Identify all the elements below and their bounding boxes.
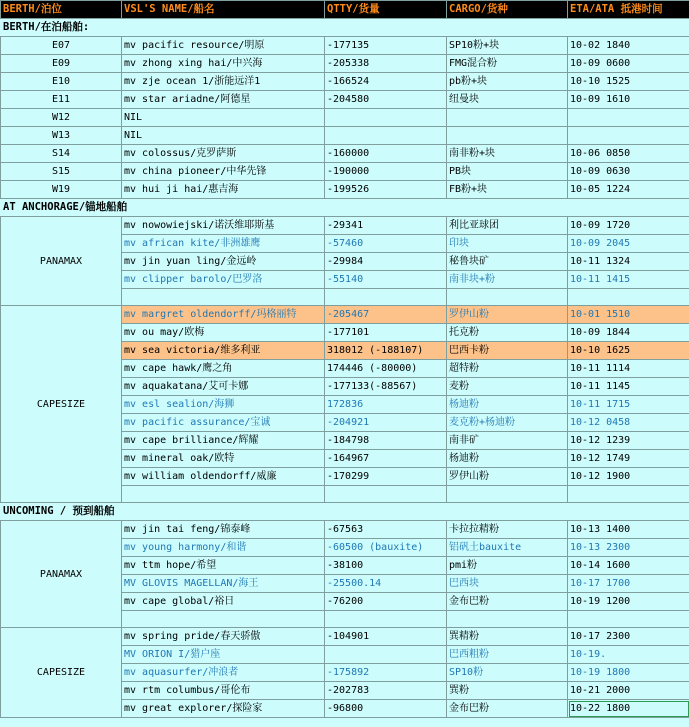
eta-cell: 10-14 1600	[568, 557, 689, 575]
quantity-cell: -170299	[325, 468, 447, 486]
empty-cell	[447, 486, 568, 503]
berth-cell: E10	[1, 73, 122, 91]
berth-cell: E09	[1, 55, 122, 73]
quantity-cell: -175892	[325, 664, 447, 682]
table-row	[1, 521, 689, 539]
cargo-cell: 罗伊山粉	[447, 306, 568, 324]
vessel-name-cell: mv sea victoria/维多利亚	[122, 342, 325, 360]
vessel-name-cell: mv great explorer/探险家	[122, 700, 325, 718]
table-row	[1, 109, 689, 127]
cargo-cell: 杨迪粉	[447, 450, 568, 468]
berth-cell: E07	[1, 37, 122, 55]
quantity-cell: -29984	[325, 253, 447, 271]
cargo-cell: 南非矿	[447, 432, 568, 450]
cargo-cell: 超特粉	[447, 360, 568, 378]
vessel-class-cell: PANAMAX	[1, 521, 122, 628]
vessel-name-cell: mv jin tai feng/锦泰峰	[122, 521, 325, 539]
empty-cell	[122, 611, 325, 628]
vessel-name-cell: mv ttm hope/希望	[122, 557, 325, 575]
vessel-name-cell: mv star ariadne/阿德星	[122, 91, 325, 109]
table-row	[1, 91, 689, 109]
table-row	[1, 181, 689, 199]
vessel-name-cell: mv mineral oak/欧特	[122, 450, 325, 468]
cargo-cell: 罗伊山粉	[447, 468, 568, 486]
cargo-cell: 金布巴粉	[447, 700, 568, 718]
cargo-cell: SP10粉	[447, 664, 568, 682]
quantity-cell: -104901	[325, 628, 447, 646]
quantity-cell: 318012 (-188107)	[325, 342, 447, 360]
quantity-cell: -60500 (bauxite)	[325, 539, 447, 557]
quantity-cell: 172836	[325, 396, 447, 414]
vessel-name-cell: mv cape global/裕日	[122, 593, 325, 611]
vessel-name-cell: MV ORION I/猎户座	[122, 646, 325, 664]
vessel-class-cell: PANAMAX	[1, 217, 122, 306]
section-anchorage-label: AT ANCHORAGE/锚地船舶	[1, 199, 689, 217]
cargo-cell: 巽粉	[447, 682, 568, 700]
cargo-cell: 卡拉拉精粉	[447, 521, 568, 539]
empty-cell	[325, 289, 447, 306]
header-qty: QTTY/货量	[325, 1, 447, 19]
vessel-class-cell: CAPESIZE	[1, 306, 122, 503]
empty-cell	[568, 289, 689, 306]
eta-cell: 10-09 1720	[568, 217, 689, 235]
cargo-cell	[447, 127, 568, 145]
quantity-cell: -199526	[325, 181, 447, 199]
vessel-name-cell: mv china pioneer/中华先锋	[122, 163, 325, 181]
empty-cell	[122, 486, 325, 503]
eta-cell: 10-13 1400	[568, 521, 689, 539]
quantity-cell	[325, 109, 447, 127]
cargo-cell: 巴西块	[447, 575, 568, 593]
cargo-cell: pb粉+块	[447, 73, 568, 91]
empty-cell	[447, 611, 568, 628]
quantity-cell: -160000	[325, 145, 447, 163]
quantity-cell: -190000	[325, 163, 447, 181]
eta-cell	[568, 109, 689, 127]
section-berth-label: BERTH/在泊船舶:	[1, 19, 689, 37]
eta-cell: 10-01 1510	[568, 306, 689, 324]
vessel-name-cell: mv african kite/非洲雄鹰	[122, 235, 325, 253]
cargo-cell: FB粉+块	[447, 181, 568, 199]
table-row	[1, 217, 689, 235]
vessel-name-cell: mv zje ocean 1/浙能远洋1	[122, 73, 325, 91]
quantity-cell: -166524	[325, 73, 447, 91]
cargo-cell: PB块	[447, 163, 568, 181]
vessel-name-cell: mv aquasurfer/冲浪者	[122, 664, 325, 682]
table-row	[1, 73, 689, 91]
eta-cell: 10-11 1415	[568, 271, 689, 289]
vessel-name-cell: NIL	[122, 127, 325, 145]
eta-cell: 10-19 1200	[568, 593, 689, 611]
quantity-cell: -205338	[325, 55, 447, 73]
berth-cell: W19	[1, 181, 122, 199]
eta-cell: 10-21 2000	[568, 682, 689, 700]
quantity-cell: -29341	[325, 217, 447, 235]
eta-cell: 10-12 1900	[568, 468, 689, 486]
quantity-cell: -177101	[325, 324, 447, 342]
vessel-name-cell: mv spring pride/春天骄傲	[122, 628, 325, 646]
eta-cell	[568, 127, 689, 145]
section-upcoming-label: UNCOMING / 预到船舶	[1, 503, 689, 521]
eta-cell: 10-17 2300	[568, 628, 689, 646]
berth-cell: W13	[1, 127, 122, 145]
vessel-name-cell: mv esl sealion/海狮	[122, 396, 325, 414]
eta-cell: 10-12 1749	[568, 450, 689, 468]
quantity-cell: -55140	[325, 271, 447, 289]
vessel-name-cell: mv aquakatana/艾可卡娜	[122, 378, 325, 396]
quantity-cell: -177133(-88567)	[325, 378, 447, 396]
cargo-cell: 巴西卡粉	[447, 342, 568, 360]
vessel-name-cell: mv nowowiejski/诺沃维耶斯基	[122, 217, 325, 235]
header-vessel: VSL'S NAME/船名	[122, 1, 325, 19]
cargo-cell: 托克粉	[447, 324, 568, 342]
quantity-cell: 174446 (-80000)	[325, 360, 447, 378]
vessel-name-cell: mv pacific assurance/宝诚	[122, 414, 325, 432]
vessel-name-cell: mv zhong xing hai/中兴海	[122, 55, 325, 73]
table-row	[1, 306, 689, 324]
section-anchorage	[1, 199, 689, 217]
cargo-cell: pmi粉	[447, 557, 568, 575]
eta-cell: 10-13 2300	[568, 539, 689, 557]
empty-cell	[325, 486, 447, 503]
header-row	[1, 1, 689, 19]
empty-cell	[325, 611, 447, 628]
eta-cell: 10-05 1224	[568, 181, 689, 199]
cargo-cell: 金布巴粉	[447, 593, 568, 611]
eta-cell: 10-11 1324	[568, 253, 689, 271]
vessel-name-cell: mv clipper barolo/巴罗洛	[122, 271, 325, 289]
eta-cell: 10-09 0600	[568, 55, 689, 73]
cargo-cell: 纽曼块	[447, 91, 568, 109]
cargo-cell: 杨迪粉	[447, 396, 568, 414]
quantity-cell: -204921	[325, 414, 447, 432]
cargo-cell: 南非块+粉	[447, 271, 568, 289]
eta-cell: 10-17 1700	[568, 575, 689, 593]
quantity-cell: -57460	[325, 235, 447, 253]
vessel-name-cell: mv cape brilliance/辉耀	[122, 432, 325, 450]
table-row	[1, 127, 689, 145]
eta-cell: 10-19.	[568, 646, 689, 664]
eta-cell: 10-09 1844	[568, 324, 689, 342]
cargo-cell: 巴西粗粉	[447, 646, 568, 664]
quantity-cell: -25500.14	[325, 575, 447, 593]
quantity-cell: -184798	[325, 432, 447, 450]
quantity-cell: -76200	[325, 593, 447, 611]
berth-cell: S14	[1, 145, 122, 163]
empty-cell	[568, 486, 689, 503]
header-cargo: CARGO/货种	[447, 1, 568, 19]
eta-cell: 10-11 1145	[568, 378, 689, 396]
vessel-class-cell: CAPESIZE	[1, 628, 122, 718]
empty-cell	[122, 289, 325, 306]
eta-cell: 10-12 1239	[568, 432, 689, 450]
vessel-name-cell: NIL	[122, 109, 325, 127]
section-berth	[1, 19, 689, 37]
vessel-name-cell: mv ou may/欧梅	[122, 324, 325, 342]
quantity-cell: -96800	[325, 700, 447, 718]
vessel-name-cell: MV GLOVIS MAGELLAN/海王	[122, 575, 325, 593]
header-eta: ETA/ATA 抵港时间	[568, 1, 689, 19]
vessel-name-cell: mv cape hawk/鹰之角	[122, 360, 325, 378]
vessel-name-cell: mv pacific resource/明原	[122, 37, 325, 55]
cargo-cell: 印块	[447, 235, 568, 253]
header-berth: BERTH/泊位	[1, 1, 122, 19]
cargo-cell: 麦克粉+杨迪粉	[447, 414, 568, 432]
section-upcoming	[1, 503, 689, 521]
berth-cell: S15	[1, 163, 122, 181]
eta-cell: 10-22 1800	[568, 700, 689, 718]
cargo-cell: 巽精粉	[447, 628, 568, 646]
quantity-cell: -67563	[325, 521, 447, 539]
eta-cell: 10-10 1625	[568, 342, 689, 360]
table-row	[1, 163, 689, 181]
quantity-cell	[325, 646, 447, 664]
quantity-cell: -164967	[325, 450, 447, 468]
quantity-cell: -202783	[325, 682, 447, 700]
eta-cell: 10-02 1840	[568, 37, 689, 55]
vessel-name-cell: mv william oldendorff/威廉	[122, 468, 325, 486]
vessel-name-cell: mv young harmony/和谐	[122, 539, 325, 557]
vessel-name-cell: mv hui ji hai/惠吉海	[122, 181, 325, 199]
quantity-cell: -205467	[325, 306, 447, 324]
eta-cell: 10-11 1715	[568, 396, 689, 414]
eta-cell: 10-19 1800	[568, 664, 689, 682]
empty-cell	[447, 289, 568, 306]
berth-cell: W12	[1, 109, 122, 127]
cargo-cell: 麦粉	[447, 378, 568, 396]
vessel-name-cell: mv rtm columbus/哥伦布	[122, 682, 325, 700]
quantity-cell: -38100	[325, 557, 447, 575]
vessel-name-cell: mv margret oldendorff/玛格丽特	[122, 306, 325, 324]
eta-cell: 10-12 0458	[568, 414, 689, 432]
table-row	[1, 37, 689, 55]
vessel-name-cell: mv jin yuan ling/金远岭	[122, 253, 325, 271]
berth-cell: E11	[1, 91, 122, 109]
cargo-cell: SP10粉+块	[447, 37, 568, 55]
eta-cell: 10-11 1114	[568, 360, 689, 378]
cargo-cell: 秘鲁块矿	[447, 253, 568, 271]
cargo-cell	[447, 109, 568, 127]
cargo-cell: 南非粉+块	[447, 145, 568, 163]
table-row	[1, 55, 689, 73]
table-row	[1, 628, 689, 646]
eta-cell: 10-09 0630	[568, 163, 689, 181]
cargo-cell: 利比亚球团	[447, 217, 568, 235]
quantity-cell	[325, 127, 447, 145]
cargo-cell: FMG混合粉	[447, 55, 568, 73]
cargo-cell: 铝矾土bauxite	[447, 539, 568, 557]
eta-cell: 10-06 0850	[568, 145, 689, 163]
vessel-name-cell: mv colossus/克罗萨斯	[122, 145, 325, 163]
eta-cell: 10-09 2045	[568, 235, 689, 253]
empty-cell	[568, 611, 689, 628]
eta-cell: 10-09 1610	[568, 91, 689, 109]
table-row	[1, 145, 689, 163]
eta-cell: 10-10 1525	[568, 73, 689, 91]
quantity-cell: -177135	[325, 37, 447, 55]
quantity-cell: -204580	[325, 91, 447, 109]
